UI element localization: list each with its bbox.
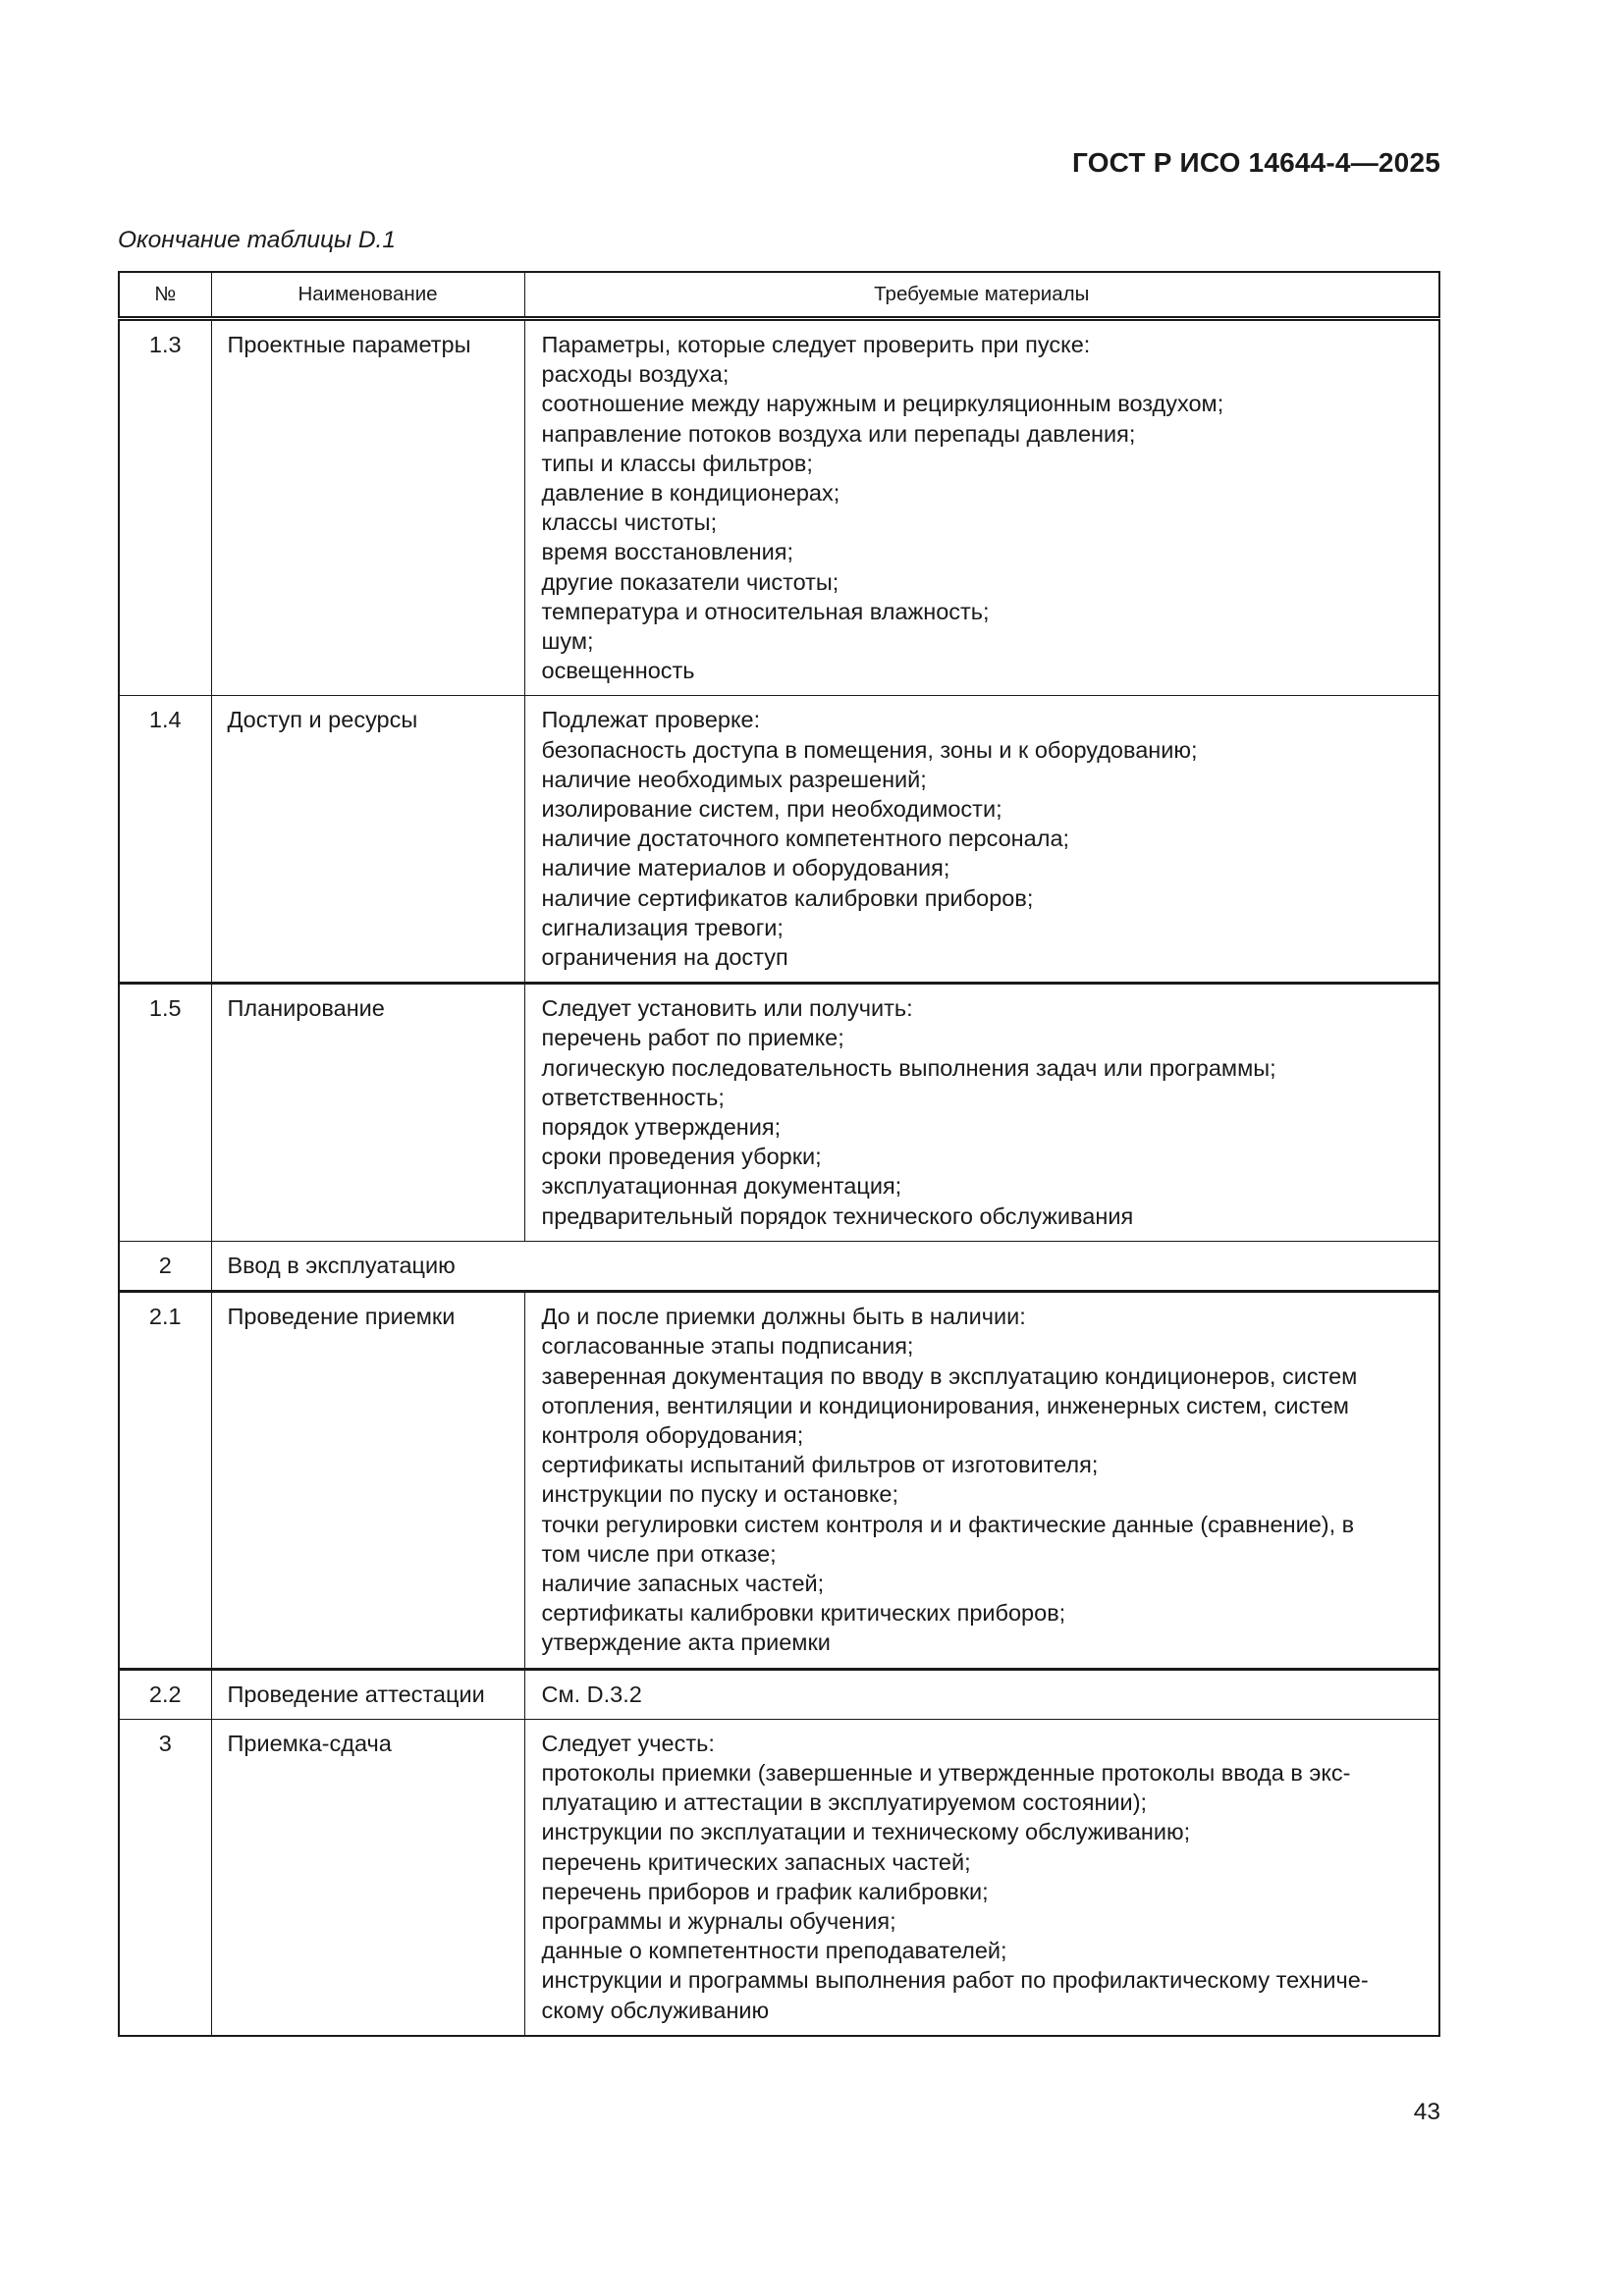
material-line: программы и журналы обучения; [541,1907,896,1934]
material-line: заверенная документация по вводу в эксплуатацию кондиционеров, систем [541,1362,1358,1389]
table-row [119,1719,1439,2036]
material-line: плуатацию и аттестации в эксплуатируемом состоянии); [541,1789,1148,1816]
material-line: ответственность; [541,1084,725,1110]
material-line: температура и относительная влажность; [541,598,990,624]
material-line: До и после приемки должны быть в наличии: [541,1304,1026,1330]
material-line: освещенность [541,658,695,684]
material-line: точки регулировки систем контроля и и фактические данные (сравнение), в [541,1511,1355,1537]
material-line: эксплуатационная документация; [541,1173,902,1200]
page-number: 43 [1413,2099,1440,2125]
material-line: соотношение между наружным и рециркуляционным воздухом; [541,391,1224,417]
row-materials [524,984,1439,1242]
material-line: сертификаты калибровки критических приборов; [541,1600,1066,1627]
material-line: наличие материалов и оборудования; [541,855,950,881]
material-line: сертификаты испытаний фильтров от изготовителя; [541,1452,1099,1478]
table-section-row [119,1241,1439,1291]
material-line: расходы воздуха; [541,361,730,388]
table-row [119,1669,1439,1719]
material-line: скому обслуживанию [541,1997,770,2023]
material-line: типы и классы фильтров; [541,450,813,476]
requirements-table [118,271,1440,2037]
material-line: наличие сертификатов калибровки приборов; [541,884,1034,911]
material-line: согласованные этапы подписания; [541,1333,914,1360]
material-line: предварительный порядок технического обслуживания [541,1202,1134,1229]
document-header: ГОСТ Р ИСО 14644-4—2025 [1072,147,1440,178]
material-line: контроля оборудования; [541,1421,804,1448]
material-line: данные о компетентности преподавателей; [541,1938,1007,1964]
row-name: Планирование [211,984,524,1242]
row-number: 1.5 [119,984,211,1242]
table-row [119,984,1439,1242]
material-line: давление в кондиционерах; [541,480,840,507]
material-line: отопления, вентиляции и кондиционирования, инженерных систем, систем [541,1392,1349,1418]
row-materials [524,696,1439,984]
row-materials [524,319,1439,696]
row-number: 2.1 [119,1292,211,1669]
material-line: изолирование систем, при необходимости; [541,796,1002,823]
material-line: логическую последовательность выполнения задач или программы; [541,1054,1276,1081]
material-line: Следует установить или получить: [541,995,913,1022]
row-name: Ввод в эксплуатацию [211,1241,1439,1291]
row-number: 1.3 [119,319,211,696]
material-line: порядок утверждения; [541,1114,782,1141]
material-line: Следует учесть: [541,1730,715,1756]
material-line: ограничения на доступ [541,944,788,971]
row-number: 2 [119,1241,211,1291]
material-line: наличие необходимых разрешений; [541,766,927,792]
row-number: 2.2 [119,1669,211,1719]
row-materials [524,1719,1439,2036]
material-line: время восстановления; [541,539,794,565]
material-line: наличие запасных частей; [541,1570,825,1596]
material-line: инструкции по эксплуатации и техническому обслуживанию; [541,1819,1191,1845]
material-line: протоколы приемки (завершенные и утвержденные протоколы ввода в экс- [541,1759,1351,1786]
material-line: наличие достаточного компетентного персонала; [541,826,1070,852]
row-name: Доступ и ресурсы [211,696,524,984]
material-line: Параметры, которые следует проверить при пуске: [541,332,1091,357]
row-name: Проектные параметры [211,319,524,696]
row-name: Проведение приемки [211,1292,524,1669]
material-line: безопасность доступа в помещения, зоны и к оборудованию; [541,736,1198,763]
table-caption: Окончание таблицы D.1 [118,227,396,253]
material-line: направление потоков воздуха или перепады давления; [541,420,1136,447]
material-line: классы чистоты; [541,509,718,536]
row-number: 1.4 [119,696,211,984]
material-line: перечень критических запасных частей; [541,1848,971,1875]
material-line: сроки проведения уборки; [541,1144,822,1170]
material-line: том числе при отказе; [541,1540,777,1567]
column-header-name: Наименование [211,272,524,319]
table-header-row [119,272,1439,319]
material-line: См. D.3.2 [541,1681,642,1707]
material-line: Подлежат проверке: [541,707,761,733]
row-materials [524,1292,1439,1669]
row-materials [524,1669,1439,1719]
column-header-number: № [119,272,211,319]
material-line: сигнализация тревоги; [541,914,784,940]
material-line: утверждение акта приемки [541,1629,831,1656]
table-row [119,696,1439,984]
material-line: другие показатели чистоты; [541,568,839,595]
table-row [119,1292,1439,1669]
row-name: Проведение аттестации [211,1669,524,1719]
table-row [119,319,1439,696]
row-number: 3 [119,1719,211,2036]
material-line: перечень работ по приемке; [541,1025,844,1051]
row-name: Приемка-сдача [211,1719,524,2036]
column-header-materials: Требуемые материалы [524,272,1439,319]
material-line: шум; [541,628,594,655]
material-line: перечень приборов и график калибровки; [541,1878,989,1904]
material-line: инструкции по пуску и остановке; [541,1481,899,1508]
material-line: инструкции и программы выполнения работ по профилактическому техниче- [541,1967,1369,1994]
